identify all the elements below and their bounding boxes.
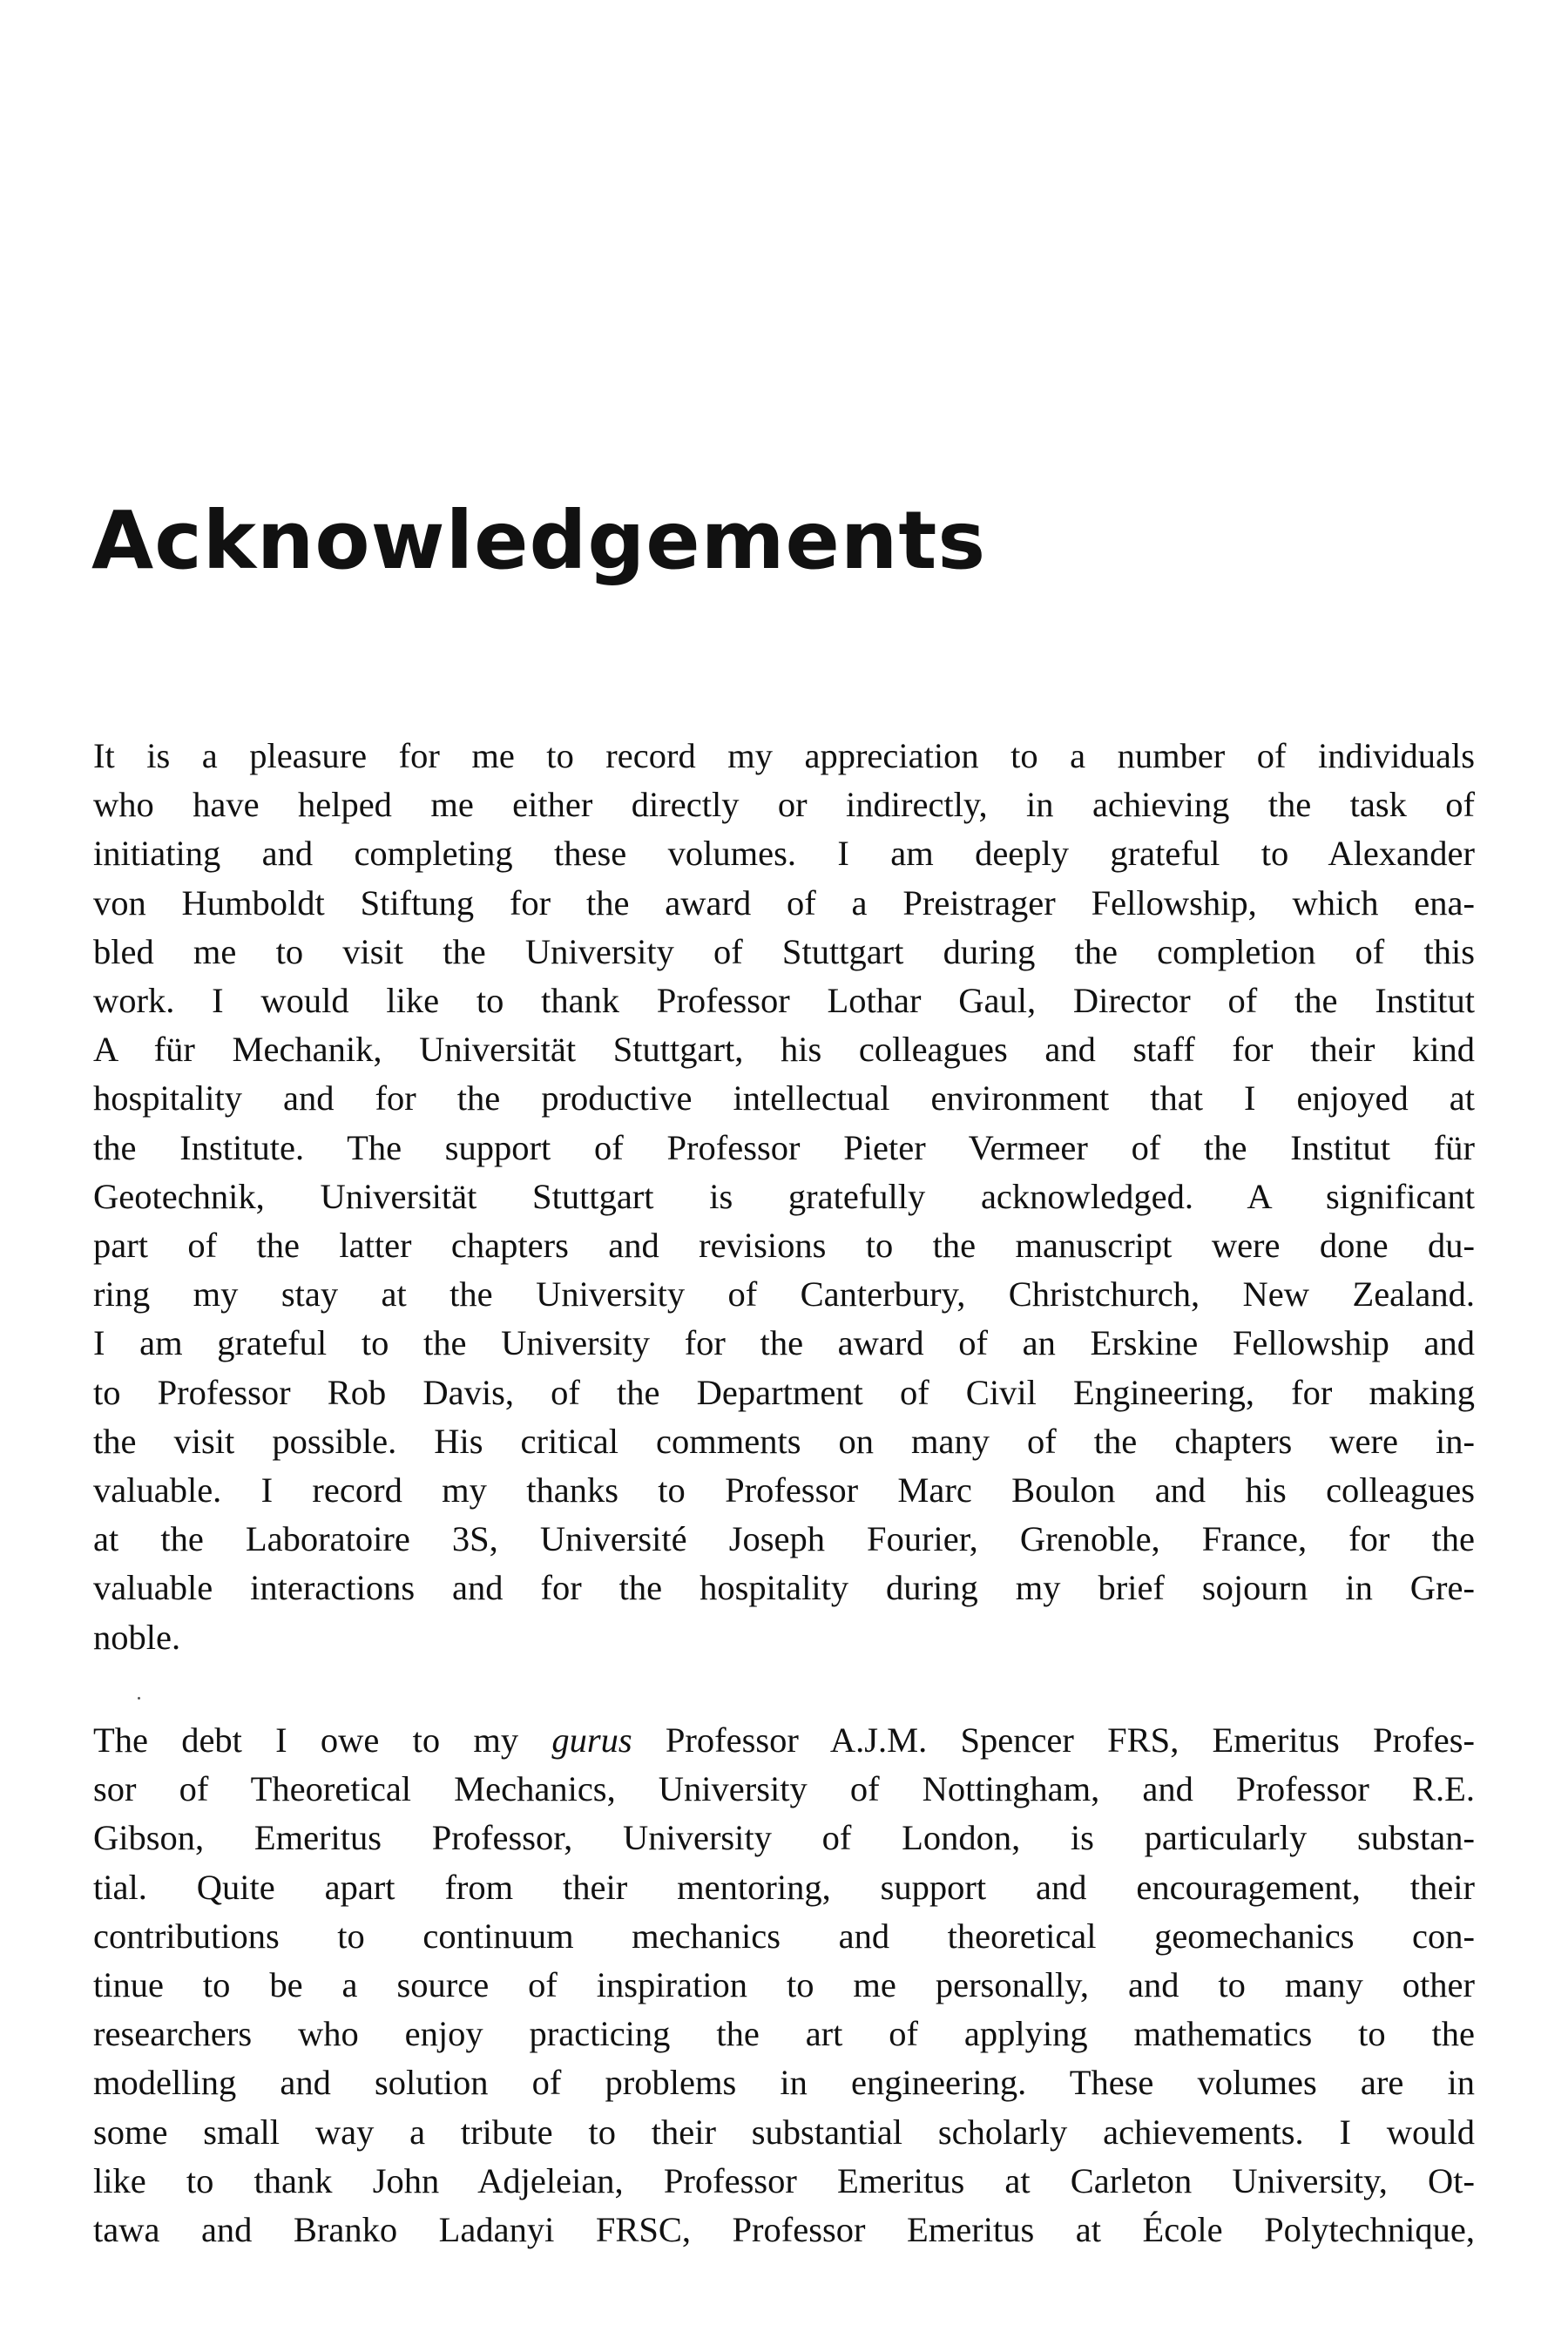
text-line: part of the latter chapters and revisions to the manuscript were done du-	[93, 1226, 1475, 1266]
text-line: A für Mechanik, Universität Stuttgart, his colleagues and staff for their kind	[93, 1030, 1475, 1070]
text-line: the Institute. The support of Professor Pieter Vermeer of the Institut für	[93, 1127, 1475, 1167]
text-line: hospitality and for the productive intellectual environment that I enjoyed at	[93, 1078, 1475, 1119]
text-line: modelling and solution of problems in engineering. These volumes are in	[93, 2063, 1475, 2103]
text-line: noble.	[93, 1617, 181, 1657]
text-line: Geotechnik, Universität Stuttgart is gratefully acknowledged. A significant	[93, 1176, 1475, 1216]
text-line: who have helped me either directly or indirectly, in achieving the task of	[93, 785, 1475, 825]
text-line: Gibson, Emeritus Professor, University of London, is particularly substan-	[93, 1818, 1475, 1858]
text-line: I am grateful to the University for the award of an Erskine Fellowship and	[93, 1323, 1475, 1363]
text-line: at the Laboratoire 3S, Université Joseph Fourier, Grenoble, France, for the	[93, 1519, 1475, 1559]
text-line: contributions to continuum mechanics and theoretical geomechanics con-	[93, 1916, 1475, 1956]
text-line: valuable interactions and for the hospitality during my brief sojourn in Gre-	[93, 1568, 1475, 1608]
text-line: valuable. I record my thanks to Professor Marc Boulon and his colleagues	[93, 1470, 1475, 1511]
text-line: like to thank John Adjeleian, Professor Emeritus at Carleton University, Ot-	[93, 2160, 1475, 2200]
text-line: the visit possible. His critical comments on many of the chapters were in-	[93, 1421, 1475, 1461]
page-title: Acknowledgements	[91, 494, 987, 587]
text-run: Professor A.J.M. Spencer FRS, Emeritus Profes-	[632, 1720, 1475, 1760]
text-line: some small way a tribute to their substantial scholarly achievements. I would	[93, 2112, 1475, 2152]
text-line: researchers who enjoy practicing the art of applying mathematics to the	[93, 2014, 1475, 2054]
text-line: ring my stay at the University of Canterbury, Christchurch, New Zealand.	[93, 1274, 1475, 1315]
text-run: The debt I owe to my	[93, 1720, 552, 1760]
text-line: tinue to be a source of inspiration to me personally, and to many other	[93, 1965, 1475, 2005]
text-line: It is a pleasure for me to record my appreciation to a number of individuals	[93, 736, 1475, 775]
text-line: work. I would like to thank Professor Lothar Gaul, Director of the Institut	[93, 981, 1475, 1021]
text-line	[93, 1716, 1475, 1765]
text-line: bled me to visit the University of Stuttgart during the completion of this	[93, 931, 1475, 971]
text-line: tawa and Branko Ladanyi FRSC, Professor Emeritus at École Polytechnique,	[93, 2210, 1475, 2250]
text-line: tial. Quite apart from their mentoring, support and encouragement, their	[93, 1867, 1475, 1907]
italic-word: gurus	[551, 1720, 632, 1760]
text-line: to Professor Rob Davis, of the Department of Civil Engineering, for making	[93, 1372, 1475, 1412]
text-line: von Humboldt Stiftung for the award of a Preistrager Fellowship, which ena-	[93, 882, 1475, 923]
print-speck	[138, 1697, 140, 1700]
text-line: initiating and completing these volumes. I am deeply grateful to Alexander	[93, 834, 1475, 874]
text-line: sor of Theoretical Mechanics, University of Nottingham, and Professor R.E.	[93, 1769, 1475, 1809]
paragraph-1	[93, 732, 1475, 1662]
paragraph-2	[93, 1716, 1475, 2254]
